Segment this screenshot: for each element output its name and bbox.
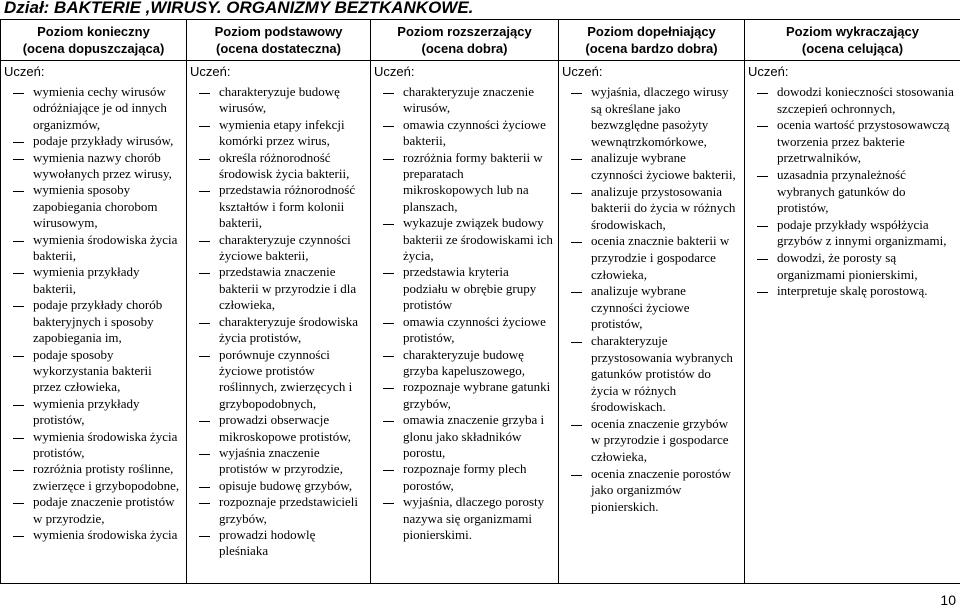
requirement-item: prowadzi hodowlę pleśniaka (187, 527, 370, 560)
requirement-item: wymienia etapy infekcji komórki przez wirus, (187, 117, 370, 150)
requirement-list (745, 84, 960, 300)
requirement-item: opisuje budowę grzybów, (187, 478, 370, 494)
column-header: Poziom wykraczający (ocena celująca) (745, 20, 960, 61)
requirement-item: dowodzi, że porosty są organizmami pionierskimi, (745, 250, 960, 283)
requirement-item: wyjaśnia znaczenie protistów w przyrodzie, (187, 445, 370, 478)
student-label: Uczeń: (748, 64, 789, 79)
requirement-item: prowadzi obserwacje mikroskopowe protistów, (187, 412, 370, 445)
requirement-item: omawia znaczenie grzyba i glonu jako składników porostu, (371, 412, 558, 461)
column-header: Poziom konieczny (ocena dopuszczająca) (1, 20, 187, 61)
requirement-item: porównuje czynności życiowe protistów roślinnych, zwierzęcych i grzybopodobnych, (187, 347, 370, 413)
requirement-item: ocenia wartość przystosowawczą tworzenia przez bakterie przetrwalników, (745, 117, 960, 167)
requirement-list (371, 84, 558, 543)
requirement-item: przedstawia znaczenie bakterii w przyrodzie i dla człowieka, (187, 264, 370, 313)
requirement-list (559, 84, 744, 515)
requirement-item: rozpoznaje wybrane gatunki grzybów, (371, 379, 558, 412)
requirement-item: wymienia nazwy chorób wywołanych przez wirusy, (1, 150, 186, 183)
requirement-item: podaje sposoby wykorzystania bakterii przez człowieka, (1, 347, 186, 396)
requirement-item: wymienia środowiska życia (1, 527, 186, 543)
requirement-item: wymienia środowiska życia bakterii, (1, 232, 186, 265)
requirement-item: ocenia znacznie bakterii w przyrodzie i gospodarce człowieka, (559, 233, 744, 283)
requirement-item: omawia czynności życiowe bakterii, (371, 117, 558, 150)
level-cell (559, 61, 745, 584)
requirement-item: interpretuje skalę porostową. (745, 283, 960, 300)
requirement-list (1, 84, 186, 543)
requirement-item: charakteryzuje znaczenie wirusów, (371, 84, 558, 117)
requirement-item: wymienia sposoby zapobiegania chorobom wirusowym, (1, 182, 186, 231)
requirement-item: ocenia znaczenie porostów jako organizmów pionierskich. (559, 466, 744, 516)
header-row (1, 20, 960, 61)
level-cell (371, 61, 559, 584)
level-cell (187, 61, 371, 584)
requirement-item: charakteryzuje przystosowania wybranych gatunków protistów do życia w różnych środowiskach. (559, 333, 744, 416)
requirement-item: podaje przykłady wirusów, (1, 133, 186, 149)
requirement-item: charakteryzuje budowę grzyba kapeluszowego, (371, 347, 558, 380)
student-label: Uczeń: (562, 64, 603, 79)
requirement-item: charakteryzuje czynności życiowe bakterii, (187, 232, 370, 265)
requirement-item: rozróżnia protisty roślinne, zwierzęce i grzybopodobne, (1, 461, 186, 494)
requirement-item: rozpoznaje formy plech porostów, (371, 461, 558, 494)
requirement-item: wyjaśnia, dlaczego wirusy są określane jako bezwzględne pasożyty wewnątrzkomórkowe, (559, 84, 744, 150)
requirement-item: uzasadnia przynależność wybranych gatunków do protistów, (745, 167, 960, 217)
requirement-item: rozpoznaje przedstawicieli grzybów, (187, 494, 370, 527)
requirement-item: podaje przykłady chorób bakteryjnych i sposoby zapobiegania im, (1, 297, 186, 346)
requirements-table (0, 19, 960, 584)
requirement-item: określa różnorodność środowisk życia bakterii, (187, 150, 370, 183)
column-header: Poziom podstawowy (ocena dostateczna) (187, 20, 371, 61)
requirement-item: przedstawia kryteria podziału w obrębie grupy protistów (371, 264, 558, 313)
requirement-item: ocenia znaczenie grzybów w przyrodzie i gospodarce człowieka, (559, 416, 744, 466)
requirement-item: podaje znaczenie protistów w przyrodzie, (1, 494, 186, 527)
requirement-item: przedstawia różnorodność kształtów i form kolonii bakterii, (187, 182, 370, 231)
requirement-item: wykazuje związek budowy bakterii ze środowiskami ich życia, (371, 215, 558, 264)
requirement-item: wymienia cechy wirusów odróżniające je od innych organizmów, (1, 84, 186, 133)
requirement-item: rozróżnia formy bakterii w preparatach mikroskopowych lub na planszach, (371, 150, 558, 216)
section-title: Dział: BAKTERIE ,WIRUSY. ORGANIZMY BEZTKANKOWE. (4, 0, 474, 17)
requirement-list (187, 84, 370, 560)
requirement-item: charakteryzuje budowę wirusów, (187, 84, 370, 117)
requirement-item: charakteryzuje środowiska życia protistów, (187, 314, 370, 347)
requirement-item: podaje przykłady współżycia grzybów z innymi organizmami, (745, 217, 960, 250)
level-cell (1, 61, 187, 584)
level-cell (745, 61, 960, 584)
requirement-item: wymienia przykłady bakterii, (1, 264, 186, 297)
requirement-item: analizuje przystosowania bakterii do życia w różnych środowiskach, (559, 184, 744, 234)
column-header: Poziom dopełniający (ocena bardzo dobra) (559, 20, 745, 61)
column-header: Poziom rozszerzający (ocena dobra) (371, 20, 559, 61)
requirement-item: wymienia przykłady protistów, (1, 396, 186, 429)
page-number: 10 (940, 592, 956, 608)
requirement-item: wymienia środowiska życia protistów, (1, 429, 186, 462)
student-label: Uczeń: (190, 64, 231, 79)
content-row (1, 61, 960, 584)
student-label: Uczeń: (374, 64, 415, 79)
requirement-item: dowodzi konieczności stosowania szczepień ochronnych, (745, 84, 960, 117)
student-label: Uczeń: (4, 64, 45, 79)
requirement-item: wyjaśnia, dlaczego porosty nazywa się organizmami pionierskimi. (371, 494, 558, 543)
requirement-item: omawia czynności życiowe protistów, (371, 314, 558, 347)
requirement-item: analizuje wybrane czynności życiowe protistów, (559, 283, 744, 333)
requirement-item: analizuje wybrane czynności życiowe bakterii, (559, 150, 744, 183)
